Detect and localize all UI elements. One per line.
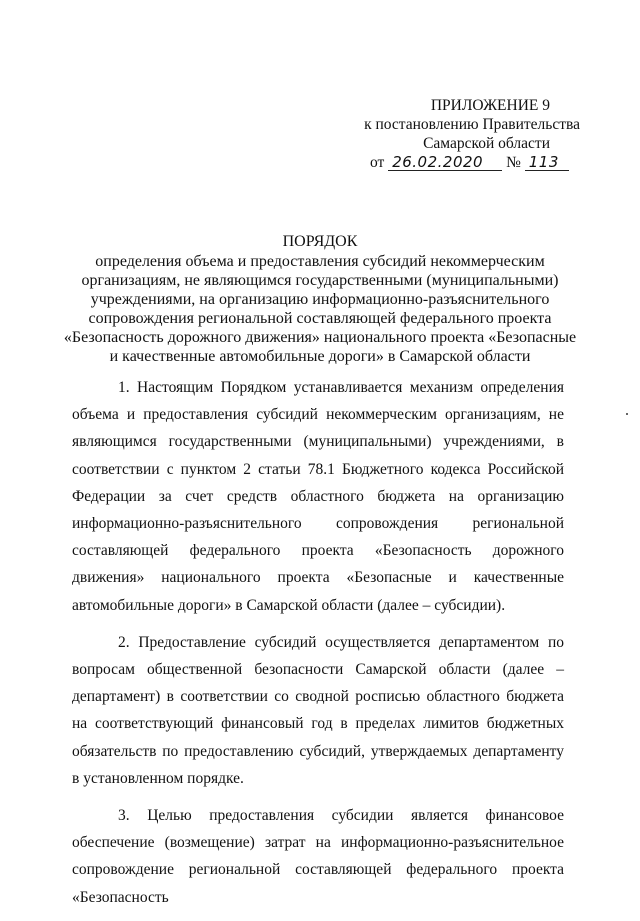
document-body [72,374,564,921]
subtitle-line: организациям, не являющимся государственными (муниципальными) [81,272,559,289]
paragraph-1: 1. Настоящим Порядком устанавливается механизм определения объема и предоставления субсидий некоммерческим организациям, не являющимся государственными (муниципальными) учреждениями, в соответствии с пунктом 2 статьи 78.1 Бюджетного кодекса Российской Федерации за счет средств областного бюджета на организацию информационно-разъяснительного сопровождения региональной составляющей федерального проекта «Безопасность дорожного движения» национального проекта «Безопасные и качественные автомобильные дороги» в Самарской области (далее – субсидии). [72,379,564,614]
subtitle-line: сопровождения региональной составляющей федерального проекта [88,310,552,327]
appendix-title: ПРИЛОЖЕНИЕ 9 [430,97,550,114]
subtitle-line: и качественные автомобильные дороги» в Самарской области [109,348,531,365]
handwritten-number: 113 [525,154,569,171]
document-title: ПОРЯДОК [282,233,358,250]
paragraph-3: 3. Целью предоставления субсидии является финансовое обеспечение (возмещение) затрат на информационно-разъяснительное сопровождение региональной составляющей федерального проекта «Безопасность [72,807,564,906]
subtitle-line: «Безопасность дорожного движения» национального проекта «Безопасные [63,329,577,346]
from-label: от [370,154,385,171]
number-label: № [506,154,521,171]
paragraph-2: 2. Предоставление субсидий осуществляется департаментом по вопросам общественной безопасности Самарской области (далее – департамент) в соответствии со сводной росписью областного бюджета на соответствующий финансовый год в пределах лимитов бюджетных обязательств по предоставлению субсидий, утверждаемых департаменту в установленном порядке. [72,633,564,787]
appendix-resolution-line: к постановлению Правительства [364,116,580,133]
document-title-block [60,232,580,366]
scan-speck [626,413,628,415]
appendix-header [330,96,580,172]
handwritten-date: 26.02.2020 [388,154,502,171]
subtitle-line: учреждениями, на организацию информационно-разъяснительного [90,291,550,308]
subtitle-line: определения объема и предоставления субсидий некоммерческим [95,253,545,270]
appendix-date-number-line [330,154,569,171]
appendix-region-line: Самарской области [423,135,550,152]
